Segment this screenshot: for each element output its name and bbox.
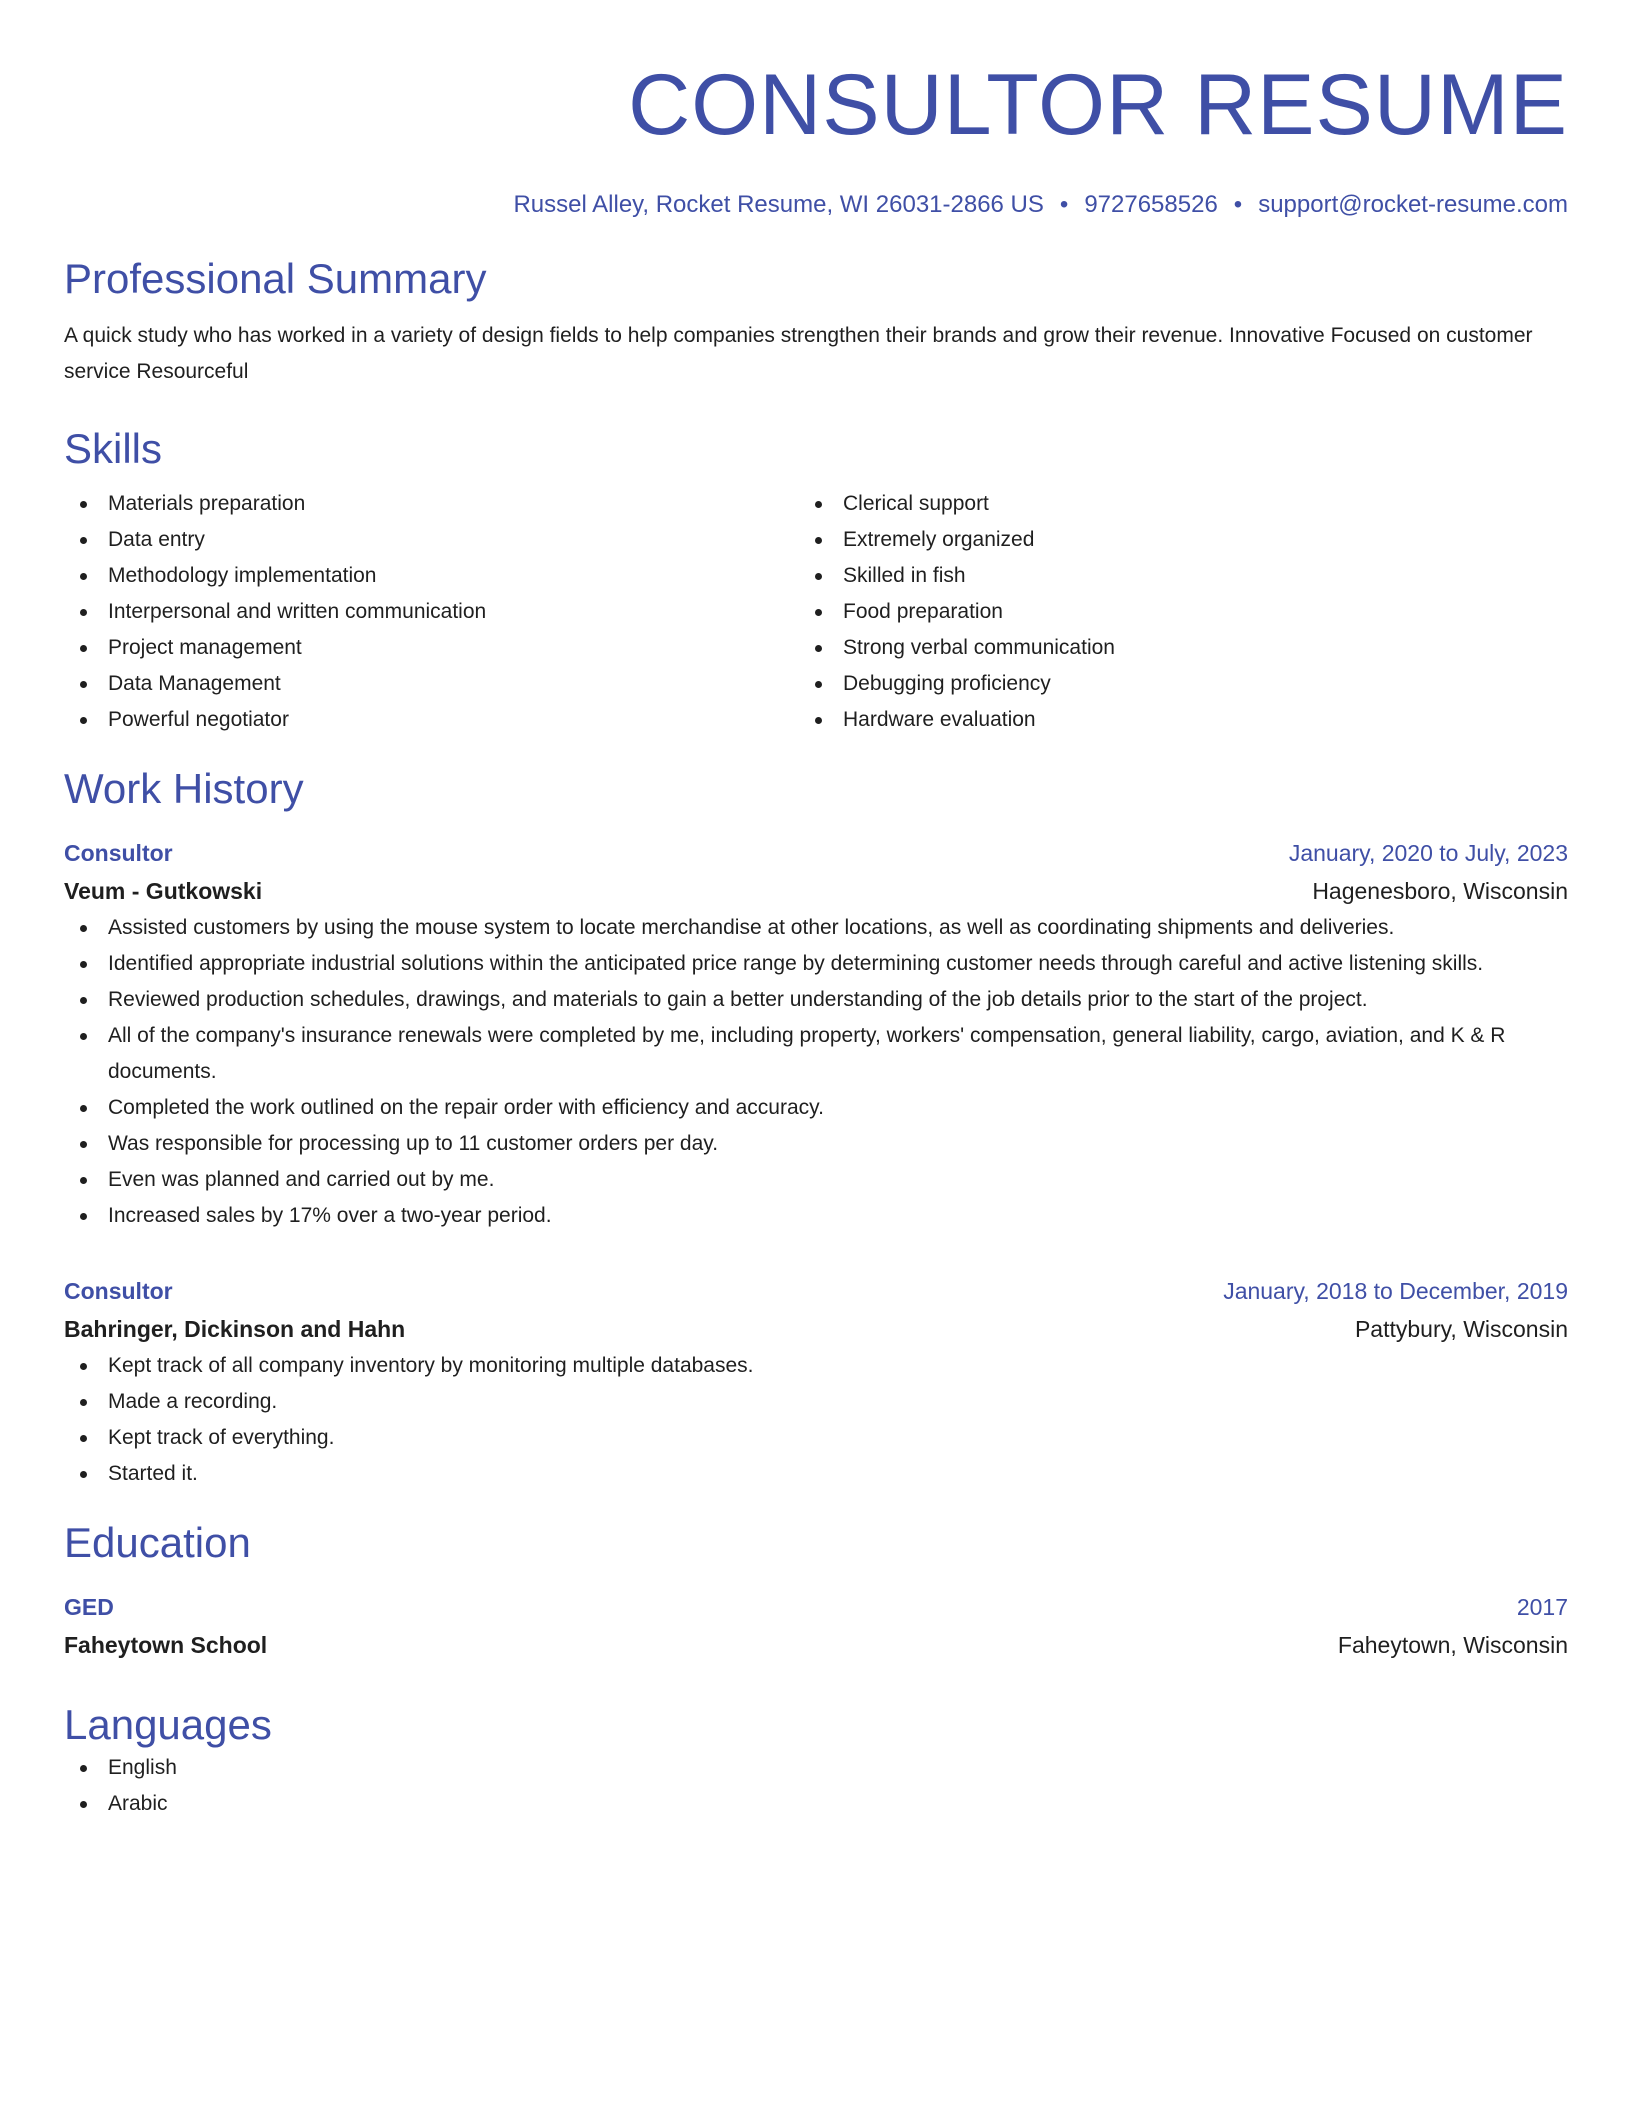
job-bullet: Was responsible for processing up to 11 customer orders per day. — [64, 1126, 1568, 1162]
job-header — [64, 1274, 1568, 1308]
job-dates: January, 2018 to December, 2019 — [1223, 1278, 1568, 1304]
skills-list-right — [799, 486, 1534, 738]
skills-heading: Skills — [64, 425, 163, 472]
contact-email[interactable]: support@rocket-resume.com — [1258, 191, 1568, 218]
job-location: Hagenesboro, Wisconsin — [1312, 878, 1568, 904]
job-company: Bahringer, Dickinson and Hahn — [64, 1316, 406, 1342]
education-year: 2017 — [1516, 1594, 1568, 1620]
job-bullet: Kept track of everything. — [64, 1420, 1568, 1456]
job-bullet: Made a recording. — [64, 1384, 1568, 1420]
job-subheader — [64, 872, 1568, 910]
job-bullet-list — [64, 1348, 1568, 1492]
language-item: English — [64, 1750, 1568, 1786]
education-entry — [64, 1590, 1568, 1664]
job-location: Pattybury, Wisconsin — [1354, 1316, 1568, 1342]
job-entry — [64, 836, 1568, 1234]
education-school: Faheytown School — [64, 1632, 268, 1658]
education-location: Faheytown, Wisconsin — [1337, 1632, 1568, 1658]
education-header — [64, 1590, 1568, 1624]
job-bullet-list — [64, 910, 1568, 1234]
job-company: Veum - Gutkowski — [64, 878, 263, 904]
languages-list — [64, 1750, 1568, 1822]
skill-item: Strong verbal communication — [799, 630, 1534, 666]
skill-item: Methodology implementation — [64, 558, 799, 594]
education-degree: GED — [64, 1594, 114, 1620]
job-bullet: Reviewed production schedules, drawings, and materials to gain a better understanding of the job details prior to the start of the project. — [64, 982, 1568, 1018]
contact-line — [64, 190, 1568, 220]
skill-item: Data Management — [64, 666, 799, 702]
education-heading: Education — [64, 1519, 251, 1566]
skills-grid — [64, 486, 1568, 738]
contact-separator: • — [1059, 191, 1069, 218]
languages-section — [64, 1700, 1568, 1822]
languages-heading: Languages — [64, 1701, 272, 1748]
skill-item: Materials preparation — [64, 486, 799, 522]
job-title: Consultor — [64, 1278, 173, 1304]
job-bullet: Completed the work outlined on the repair order with efficiency and accuracy. — [64, 1090, 1568, 1126]
job-title: Consultor — [64, 840, 173, 866]
skill-item: Interpersonal and written communication — [64, 594, 799, 630]
job-bullet: All of the company's insurance renewals were completed by me, including property, workers' compensation, general liability, cargo, aviation, and K & R documents. — [64, 1018, 1568, 1090]
job-bullet: Identified appropriate industrial solutions within the anticipated price range by determining customer needs through careful and active listening skills. — [64, 946, 1568, 982]
contact-separator: • — [1233, 191, 1243, 218]
summary-section — [64, 254, 1568, 390]
resume-header — [64, 56, 1568, 220]
skill-item: Project management — [64, 630, 799, 666]
skill-item: Debugging proficiency — [799, 666, 1534, 702]
skills-list-left — [64, 486, 799, 738]
job-entry — [64, 1274, 1568, 1492]
skills-section — [64, 424, 1568, 738]
summary-text: A quick study who has worked in a variety of design fields to help companies strengthen their brands and grow their revenue. Innovative Focused on customer service Resourceful — [64, 324, 1533, 383]
job-bullet: Kept track of all company inventory by monitoring multiple databases. — [64, 1348, 1568, 1384]
summary-heading: Professional Summary — [64, 255, 487, 302]
education-subheader — [64, 1626, 1568, 1664]
skill-item: Clerical support — [799, 486, 1534, 522]
skill-item: Powerful negotiator — [64, 702, 799, 738]
skill-item: Hardware evaluation — [799, 702, 1534, 738]
job-bullet: Increased sales by 17% over a two-year period. — [64, 1198, 1568, 1234]
job-dates: January, 2020 to July, 2023 — [1288, 840, 1568, 866]
skill-item: Food preparation — [799, 594, 1534, 630]
language-item: Arabic — [64, 1786, 1568, 1822]
skill-item: Data entry — [64, 522, 799, 558]
skill-item: Skilled in fish — [799, 558, 1534, 594]
job-header — [64, 836, 1568, 870]
education-section — [64, 1518, 1568, 1664]
contact-address: Russel Alley, Rocket Resume, WI 26031-2866 US — [513, 191, 1044, 218]
work-history-heading: Work History — [64, 765, 304, 812]
job-bullet: Assisted customers by using the mouse system to locate merchandise at other locations, as well as coordinating shipments and deliveries. — [64, 910, 1568, 946]
contact-phone: 9727658526 — [1084, 191, 1218, 218]
job-bullet: Even was planned and carried out by me. — [64, 1162, 1568, 1198]
resume-title: CONSULTOR RESUME — [628, 57, 1568, 153]
work-history-section — [64, 764, 1568, 1492]
job-bullet: Started it. — [64, 1456, 1568, 1492]
job-subheader — [64, 1310, 1568, 1348]
skills-column-right — [799, 486, 1534, 738]
skill-item: Extremely organized — [799, 522, 1534, 558]
skills-column-left — [64, 486, 799, 738]
